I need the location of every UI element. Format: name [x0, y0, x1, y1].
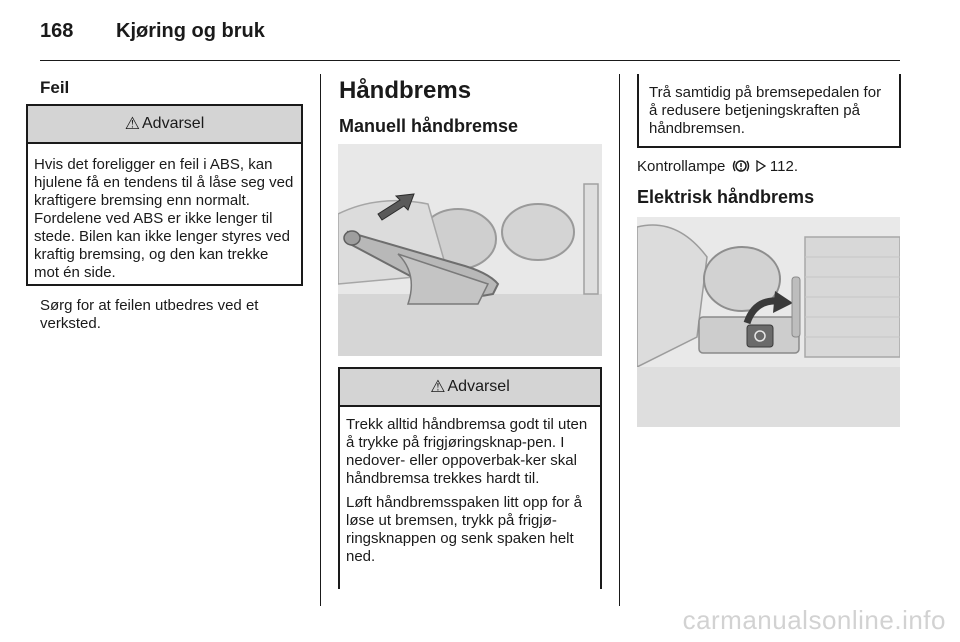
warning-title: Advarsel	[142, 115, 205, 132]
section-heading-feil: Feil	[40, 78, 70, 97]
warning-text	[340, 407, 600, 578]
page-ref-icon	[756, 159, 766, 177]
lamp-label: Kontrollampe	[637, 158, 726, 175]
warning-title: Advarsel	[447, 378, 510, 395]
warning-paragraph-1: Trekk alltid håndbremsa godt til uten å trykke på frigjøringsknap-pen. I nedover- eller oppoverbak-ker skal håndbremsa trekkes hardt til.	[346, 416, 588, 487]
header-rule	[40, 60, 900, 61]
section-heading-handbrems: Håndbrems	[339, 77, 472, 104]
warning-paragraph: Hvis det foreligger en feil i ABS, kan hjulene få en tendens til å låse seg ved kraftigere bremsing enn normalt. Fordelene ved ABS er ikke lenger til stede. Bilen kan ikke lenger styres ved kraftig bremsing, og den kan trekke mot én side.	[34, 156, 294, 281]
warning-triangle-icon: ⚠	[124, 114, 140, 133]
control-lamp-reference	[637, 158, 798, 179]
warning-box-handbrake	[338, 367, 602, 589]
manual-handbrake-photo	[338, 144, 602, 356]
note-text: Trå samtidig på bremsepedalen for å redusere betjeningskraften på håndbremsen.	[649, 84, 882, 137]
warning-header	[340, 369, 600, 407]
warning-header	[28, 106, 301, 144]
watermark: carmanualsonline.info	[682, 605, 946, 635]
manual-handbrake-illustration	[338, 144, 602, 356]
warning-box-abs	[26, 104, 303, 286]
warning-triangle-icon: ⚠	[430, 377, 446, 396]
lamp-page-ref: 112.	[769, 158, 798, 175]
column-divider	[320, 74, 321, 606]
electric-handbrake-photo	[637, 217, 900, 427]
brake-lamp-icon	[732, 158, 750, 179]
column-divider	[619, 74, 620, 606]
subheading-elektrisk: Elektrisk håndbrems	[637, 187, 815, 207]
note-box	[637, 74, 901, 148]
chapter-title: Kjøring og bruk	[116, 20, 265, 42]
electric-handbrake-illustration	[637, 217, 900, 427]
warning-text	[28, 144, 301, 294]
page-number: 168	[40, 20, 74, 42]
warning-paragraph-2: Løft håndbremsspaken litt opp for å løse ut bremsen, trykk på frigjø-ringsknappen og senk spaken helt ned.	[346, 494, 582, 565]
body-paragraph: Sørg for at feilen utbedres ved et verksted.	[40, 297, 259, 332]
subheading-manuell: Manuell håndbremse	[339, 116, 519, 136]
